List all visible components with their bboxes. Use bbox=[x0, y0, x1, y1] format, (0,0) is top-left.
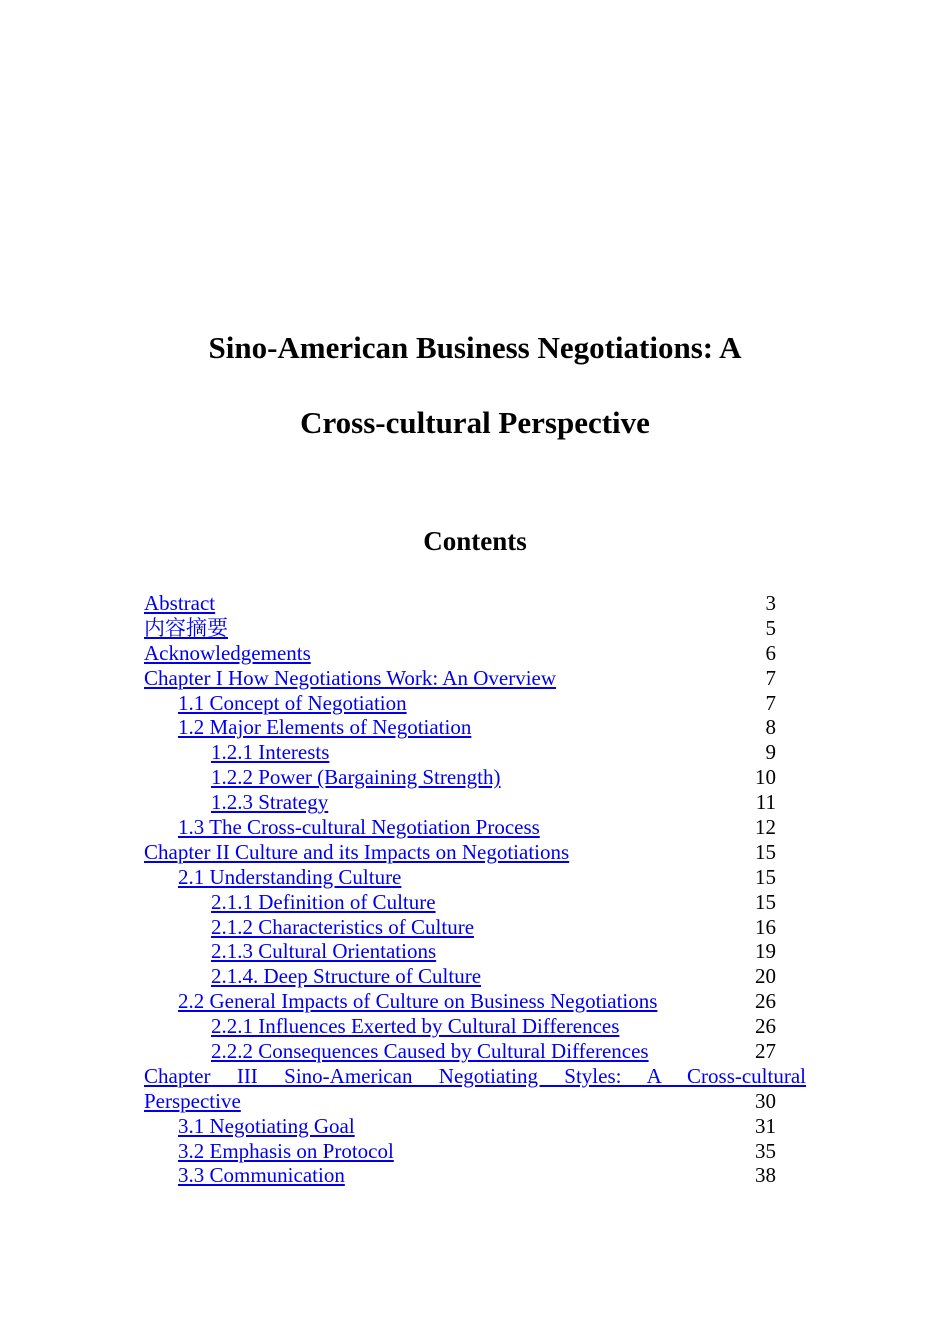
toc-page-number: 9 bbox=[765, 740, 776, 765]
toc-entry bbox=[144, 641, 806, 666]
toc-entry bbox=[144, 591, 806, 616]
toc-entry bbox=[144, 1139, 806, 1164]
toc-entry bbox=[144, 815, 806, 840]
toc-entry bbox=[144, 616, 806, 641]
toc-entry bbox=[144, 840, 806, 865]
toc-entry bbox=[144, 964, 806, 989]
toc-entry bbox=[144, 915, 806, 940]
toc-page-number: 15 bbox=[755, 864, 776, 889]
toc-page-number: 27 bbox=[755, 1039, 776, 1064]
toc-entry-link[interactable]: 1.1 Concept of Negotiation bbox=[178, 690, 407, 715]
toc-entry-link[interactable]: 1.2.1 Interests bbox=[211, 740, 330, 765]
toc-entry-link[interactable]: Acknowledgements bbox=[144, 640, 311, 665]
toc-entry bbox=[144, 740, 806, 765]
toc-entry-link[interactable]: Perspective bbox=[144, 1088, 241, 1113]
toc-page-number: 31 bbox=[755, 1113, 776, 1138]
toc-entry-link[interactable]: Chapter II Culture and its Impacts on Negotiations bbox=[144, 839, 570, 864]
toc-entry-link[interactable]: Chapter III Sino-American Negotiating Styles: A Cross-cultural bbox=[144, 1063, 806, 1088]
toc-page-number: 26 bbox=[755, 1014, 776, 1039]
toc-entry-link[interactable]: 1.2 Major Elements of Negotiation bbox=[178, 715, 472, 740]
toc-entry-link[interactable]: 1.2.2 Power (Bargaining Strength) bbox=[211, 765, 501, 790]
toc-page-number: 19 bbox=[755, 939, 776, 964]
toc-entry-link[interactable]: 2.1.2 Characteristics of Culture bbox=[211, 914, 475, 939]
toc-page-number: 15 bbox=[755, 889, 776, 914]
document-title-line-2: Cross-cultural Perspective bbox=[300, 405, 650, 440]
toc-entry bbox=[144, 1163, 806, 1188]
toc-page-number: 11 bbox=[755, 790, 776, 815]
toc-entry bbox=[144, 666, 806, 691]
toc-page-number: 35 bbox=[755, 1138, 776, 1163]
toc-entry-link[interactable]: Chapter I How Negotiations Work: An Overview bbox=[144, 665, 557, 690]
table-of-contents bbox=[144, 591, 806, 1188]
toc-entry-link[interactable]: 1.3 The Cross-cultural Negotiation Process bbox=[178, 815, 540, 840]
toc-entry bbox=[144, 1014, 806, 1039]
toc-page-number: 16 bbox=[755, 914, 776, 939]
toc-entry bbox=[144, 765, 806, 790]
toc-page-number: 20 bbox=[755, 964, 776, 989]
toc-entry bbox=[144, 1039, 806, 1064]
toc-page-number: 12 bbox=[755, 815, 776, 840]
toc-entry bbox=[144, 790, 806, 815]
toc-entry bbox=[144, 715, 806, 740]
toc-entry bbox=[144, 865, 806, 890]
toc-entry-link[interactable]: 2.2.1 Influences Exerted by Cultural Differences bbox=[211, 1014, 620, 1039]
toc-page-number: 38 bbox=[755, 1163, 776, 1188]
toc-page-number: 30 bbox=[755, 1088, 776, 1113]
toc-entry-link[interactable]: Abstract bbox=[144, 591, 216, 615]
toc-entry-link[interactable]: 3.1 Negotiating Goal bbox=[178, 1113, 355, 1138]
toc-entry bbox=[144, 890, 806, 915]
toc-page-number: 26 bbox=[755, 989, 776, 1014]
toc-entry bbox=[144, 691, 806, 716]
toc-entry-link[interactable]: 内容摘要 bbox=[144, 615, 228, 640]
toc-entry-link[interactable]: 3.3 Communication bbox=[178, 1163, 345, 1188]
toc-entry bbox=[144, 989, 806, 1014]
toc-entry-link[interactable]: 2.1.1 Definition of Culture bbox=[211, 889, 436, 914]
toc-entry-link[interactable]: 2.1.3 Cultural Orientations bbox=[211, 939, 437, 964]
document-title-line-1: Sino-American Business Negotiations: A bbox=[208, 330, 742, 365]
toc-page-number: 15 bbox=[755, 839, 776, 864]
toc-page-number: 8 bbox=[765, 715, 776, 740]
toc-page-number: 6 bbox=[765, 640, 776, 665]
toc-page-number: 3 bbox=[765, 591, 776, 615]
toc-page-number: 7 bbox=[765, 690, 776, 715]
toc-entry bbox=[144, 939, 806, 964]
toc-page-number: 10 bbox=[755, 765, 776, 790]
toc-entry-link[interactable]: 2.2 General Impacts of Culture on Business Negotiations bbox=[178, 989, 658, 1014]
toc-entry-link[interactable]: 2.2.2 Consequences Caused by Cultural Differences bbox=[211, 1039, 649, 1064]
toc-entry-link[interactable]: 2.1.4. Deep Structure of Culture bbox=[211, 964, 482, 989]
toc-entry bbox=[144, 1114, 806, 1139]
toc-page-number: 7 bbox=[765, 665, 776, 690]
contents-heading: Contents bbox=[423, 526, 527, 556]
toc-entry-link[interactable]: 3.2 Emphasis on Protocol bbox=[178, 1138, 394, 1163]
toc-entry bbox=[144, 1089, 806, 1114]
toc-page-number: 5 bbox=[765, 615, 776, 640]
toc-entry-link[interactable]: 1.2.3 Strategy bbox=[211, 790, 329, 815]
toc-entry bbox=[144, 1064, 806, 1089]
toc-entry-link[interactable]: 2.1 Understanding Culture bbox=[178, 864, 402, 889]
